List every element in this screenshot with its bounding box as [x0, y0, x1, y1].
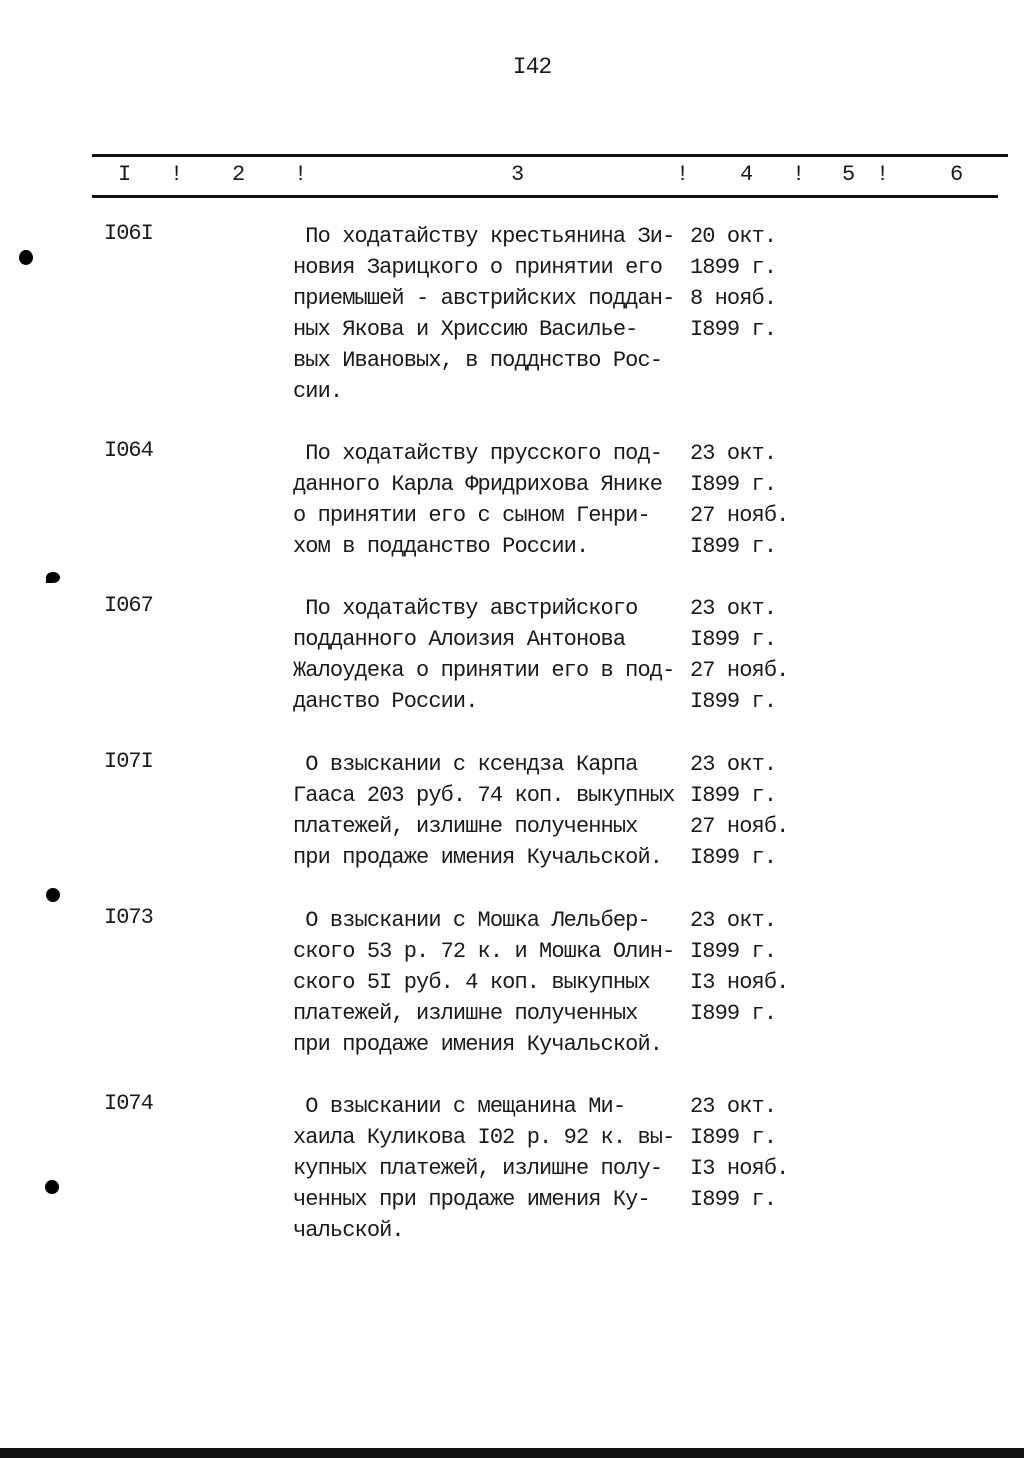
header-separator: ! [294, 162, 308, 187]
description-line: при продаже имения Кучальской. [293, 845, 663, 870]
description-line: платежей, излишне полученных [293, 814, 638, 839]
page-bottom-edge [0, 1448, 1024, 1458]
header-col-3: 3 [511, 162, 525, 187]
start-year: 1899 г. [690, 255, 777, 280]
case-number: I06I [104, 221, 153, 246]
binding-hole-mark [19, 250, 33, 265]
description-line: чальской. [293, 1218, 404, 1243]
binding-hole-mark [46, 888, 60, 902]
start-date: 23 окт. [690, 1094, 777, 1119]
description-line: ского 5I руб. 4 коп. выкупных [293, 970, 650, 995]
start-date: 23 окт. [690, 908, 777, 933]
start-year: I899 г. [690, 1125, 777, 1150]
case-number: I07I [104, 749, 153, 774]
description-line: хаила Куликова I02 р. 92 к. вы- [293, 1125, 675, 1150]
table-header-rule [92, 195, 998, 198]
description-line: хом в подданство России. [293, 534, 589, 559]
description-line: Гааса 203 руб. 74 коп. выкупных [293, 783, 675, 808]
end-date: I3 нояб. [690, 1156, 789, 1181]
header-col-4: 4 [740, 162, 754, 187]
end-year: I899 г. [690, 317, 777, 342]
binding-hole-mark [45, 1180, 59, 1194]
header-separator: ! [792, 162, 806, 187]
case-number: I064 [104, 438, 153, 463]
end-year: I899 г. [690, 845, 777, 870]
description-line: По ходатайству прусского под- [293, 441, 663, 466]
description-line: ского 53 р. 72 к. и Мошка Олин- [293, 939, 675, 964]
start-year: I899 г. [690, 939, 777, 964]
header-col-1: I [118, 162, 132, 187]
case-number: I067 [104, 593, 153, 618]
description-line: данного Карла Фридрихова Янике [293, 472, 663, 497]
description-line: О взыскании с Мошка Лельбер- [293, 908, 650, 933]
end-year: I899 г. [690, 1001, 777, 1026]
description-line: сии. [293, 379, 343, 404]
start-year: I899 г. [690, 627, 777, 652]
header-separator: ! [876, 162, 890, 187]
description-line: подданного Алоизия Антонова [293, 627, 626, 652]
description-line: По ходатайству крестьянина Зи- [293, 224, 675, 249]
end-year: I899 г. [690, 689, 777, 714]
description-line: О взыскании с ксендза Карпа [293, 752, 638, 777]
description-line: при продаже имения Кучальской. [293, 1032, 663, 1057]
header-col-2: 2 [232, 162, 246, 187]
header-separator: ! [170, 162, 184, 187]
page-number: I42 [512, 54, 552, 80]
start-date: 20 окт. [690, 224, 777, 249]
case-number: I074 [104, 1091, 153, 1116]
description-line: данство России. [293, 689, 478, 714]
description-line: О взыскании с мещанина Ми- [293, 1094, 626, 1119]
start-date: 23 окт. [690, 752, 777, 777]
start-year: I899 г. [690, 472, 777, 497]
end-year: I899 г. [690, 1187, 777, 1212]
header-separator: ! [676, 162, 690, 187]
header-col-6: 6 [950, 162, 964, 187]
description-line: приемышей - австрийских поддан- [293, 286, 675, 311]
description-line: новия Зарицкого о принятии его [293, 255, 663, 280]
end-date: I3 нояб. [690, 970, 789, 995]
start-year: I899 г. [690, 783, 777, 808]
description-line: вых Ивановых, в подднство Рос- [293, 348, 663, 373]
description-line: о принятии его с сыном Генри- [293, 503, 650, 528]
binding-hole-mark [46, 572, 60, 583]
table-header-row [0, 162, 1024, 190]
description-line: ных Якова и Хриссию Василье- [293, 317, 638, 342]
end-year: I899 г. [690, 534, 777, 559]
header-col-5: 5 [842, 162, 856, 187]
end-date: 27 нояб. [690, 658, 789, 683]
table-top-rule [92, 154, 1008, 157]
end-date: 8 нояб. [690, 286, 777, 311]
description-line: Жалоудека о принятии его в под- [293, 658, 675, 683]
end-date: 27 нояб. [690, 814, 789, 839]
description-line: платежей, излишне полученных [293, 1001, 638, 1026]
start-date: 23 окт. [690, 441, 777, 466]
description-line: ченных при продаже имения Ку- [293, 1187, 650, 1212]
description-line: По ходатайству австрийского [293, 596, 638, 621]
description-line: купных платежей, излишне полу- [293, 1156, 663, 1181]
case-number: I073 [104, 905, 153, 930]
start-date: 23 окт. [690, 596, 777, 621]
end-date: 27 нояб. [690, 503, 789, 528]
